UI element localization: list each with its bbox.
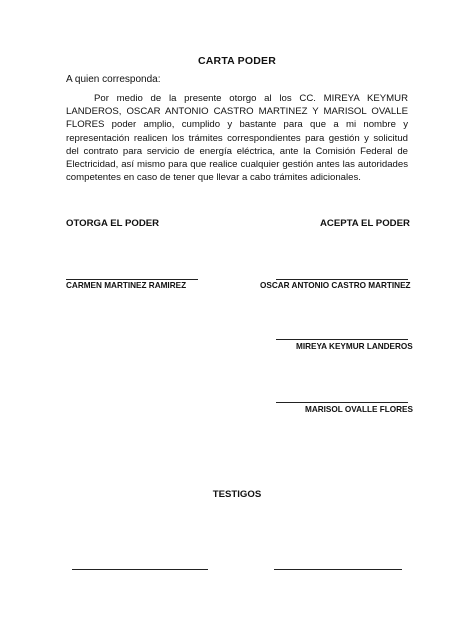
witness-line-1 <box>72 569 208 570</box>
signature-name-aceptante-1: OSCAR ANTONIO CASTRO MARTINEZ <box>260 281 411 290</box>
otorga-heading: OTORGA EL PODER <box>66 218 160 229</box>
signature-name-otorgante: CARMEN MARTINEZ RAMIREZ <box>66 281 187 290</box>
witnesses-heading: TESTIGOS <box>212 489 262 500</box>
signature-line-otorgante <box>66 279 198 280</box>
body-paragraph: Por medio de la presente otorgo al los CC. MIREYA KEYMUR LANDEROS, OSCAR ANTONIO CASTRO MARTINEZ Y MARISOL OVALLE FLORES poder amplio, cumplido y bastante para que a mi nombre y representación realicen los trámites correspondientes para gestión y solicitud del contrato para servicio de energía eléctrica, ante la Comisión Federal de Electricidad, así mismo para que realice cualquier gestión antes las autoridades competentes en caso de tener que llevar a cabo trámites adicionales. <box>66 93 408 184</box>
signature-line-aceptante-3 <box>276 402 408 403</box>
signature-name-aceptante-2: MIREYA KEYMUR LANDEROS <box>296 342 413 351</box>
greeting: A quien corresponda: <box>66 74 161 85</box>
signature-name-aceptante-3: MARISOL OVALLE FLORES <box>305 405 413 414</box>
acepta-heading: ACEPTA EL PODER <box>320 218 410 229</box>
witness-line-2 <box>274 569 402 570</box>
document-title: CARTA PODER <box>197 55 277 67</box>
signature-line-aceptante-2 <box>276 339 408 340</box>
signature-line-aceptante-1 <box>276 279 408 280</box>
